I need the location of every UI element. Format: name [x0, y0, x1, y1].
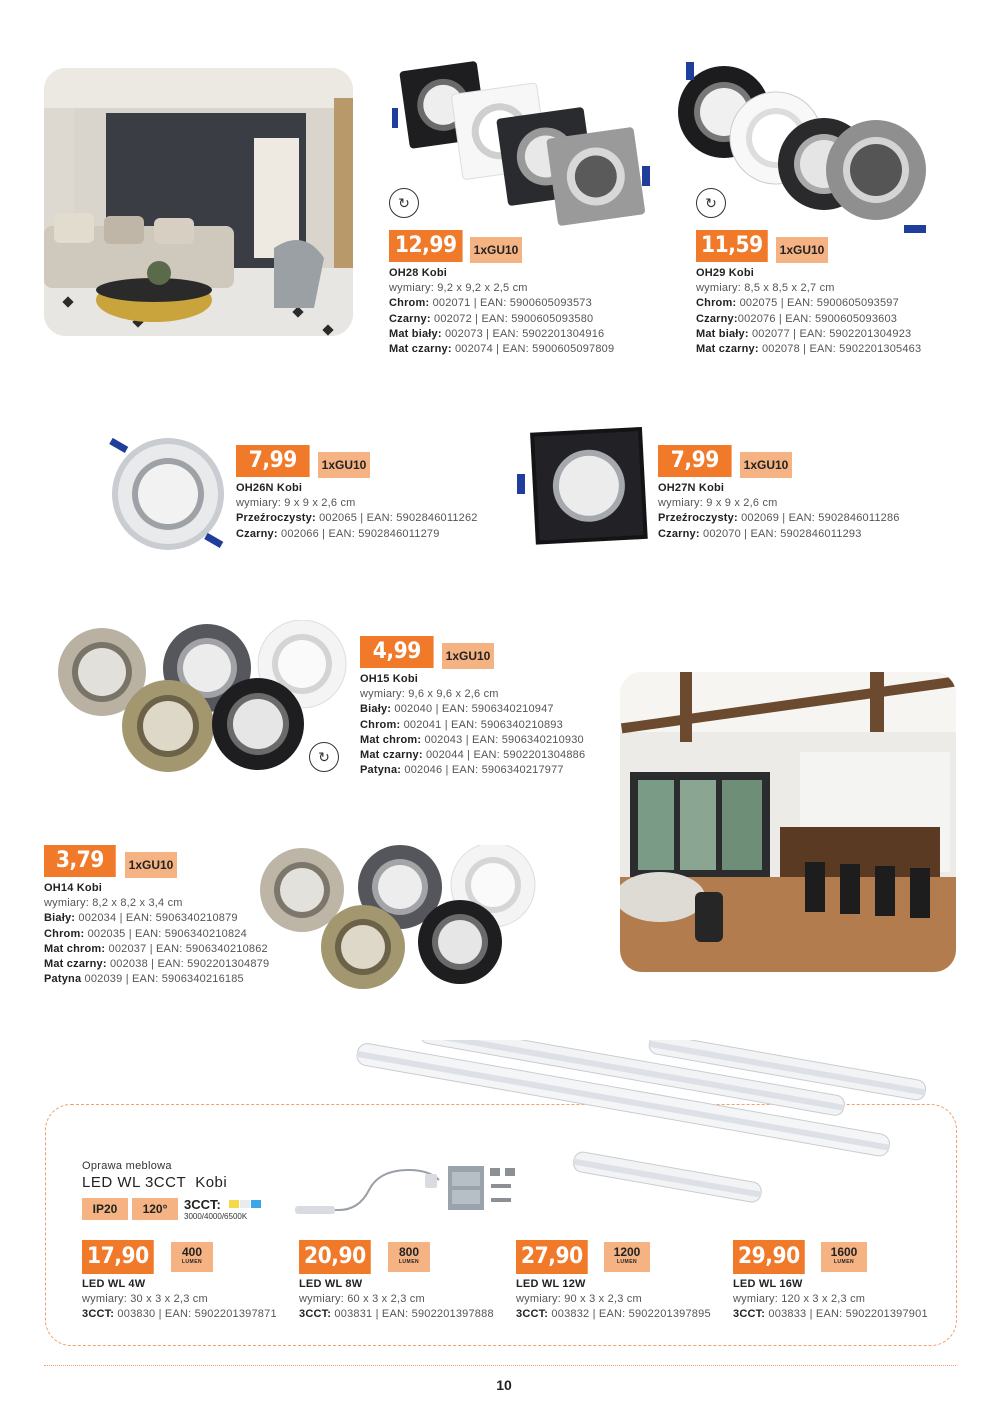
oh26n-product-image	[105, 432, 230, 557]
living-room-photo	[44, 68, 353, 336]
cct-color-swatches	[229, 1200, 261, 1208]
oh27n-product-image	[515, 426, 653, 551]
product-info	[236, 481, 506, 542]
product-name: OH29 Kobi	[696, 267, 755, 279]
led-subtitle: Oprawa meblowa	[82, 1160, 172, 1172]
lumen-badge: 1200 LUMEN	[604, 1242, 650, 1272]
variant-row: 3CCT: 003830 | EAN: 5902201397871	[82, 1308, 277, 1321]
variant-row: Patyna 002039 | EAN: 5906340216185	[44, 973, 244, 986]
variant-row: Czarny: 002072 | EAN: 5900605093580	[389, 312, 594, 325]
led-title: LED WL 3CCT Kobi	[82, 1174, 228, 1191]
price-tag: 27,90	[516, 1240, 588, 1274]
variant-row: Czarny:002076 | EAN: 5900605093603	[696, 312, 898, 325]
variant-row: Mat czarny: 002074 | EAN: 5900605097809	[389, 343, 615, 356]
variant-row: Biały: 002034 | EAN: 5906340210879	[44, 912, 238, 925]
variant-row: Chrom: 002075 | EAN: 5900605093597	[696, 297, 899, 310]
socket-badge: 1xGU10	[470, 237, 522, 263]
cool-swatch	[251, 1200, 261, 1208]
product-name: LED WL 8W	[299, 1278, 363, 1290]
neutral-swatch	[240, 1200, 250, 1208]
lumen-badge: 800 LUMEN	[388, 1242, 430, 1272]
adjustable-tilt-icon: ↻	[696, 188, 726, 218]
oh14-product-image	[255, 845, 545, 990]
product-dimensions: wymiary: 60 x 3 x 2,3 cm	[299, 1293, 425, 1306]
led-item-info	[299, 1277, 509, 1323]
oh28-product-image	[392, 58, 652, 238]
price-tag: 20,90	[299, 1240, 371, 1274]
product-dimensions: wymiary: 8,5 x 8,5 x 2,7 cm	[696, 282, 835, 295]
price-tag: 11,59	[696, 230, 768, 262]
product-dimensions: wymiary: 9,2 x 9,2 x 2,5 cm	[389, 282, 528, 295]
product-name: OH27N Kobi	[658, 482, 725, 494]
oh15-product-image	[44, 620, 354, 780]
led-item-info	[733, 1277, 948, 1323]
warm-swatch	[229, 1200, 239, 1208]
product-dimensions: wymiary: 120 x 3 x 2,3 cm	[733, 1293, 866, 1306]
price-tag: 29,90	[733, 1240, 805, 1274]
variant-row: Mat czarny: 002078 | EAN: 5902201305463	[696, 343, 922, 356]
beam-angle-badge: 120°	[132, 1198, 178, 1220]
product-name: OH14 Kobi	[44, 882, 103, 894]
variant-row: Czarny: 002070 | EAN: 5902846011293	[658, 527, 862, 540]
variant-row: Mat chrom: 002043 | EAN: 5906340210930	[360, 733, 584, 746]
cct-label: 3CCT:	[184, 1197, 221, 1212]
price-tag: 7,99	[658, 445, 732, 477]
product-info	[389, 266, 649, 357]
socket-badge: 1xGU10	[740, 452, 792, 478]
product-info	[360, 672, 620, 778]
lumen-badge: 1600 LUMEN	[821, 1242, 867, 1272]
footer-divider	[44, 1365, 956, 1366]
socket-badge: 1xGU10	[125, 852, 177, 878]
variant-row: Mat chrom: 002037 | EAN: 5906340210862	[44, 942, 268, 955]
socket-badge: 1xGU10	[318, 452, 370, 478]
variant-row: 3CCT: 003833 | EAN: 5902201397901	[733, 1308, 928, 1321]
product-dimensions: wymiary: 8,2 x 8,2 x 3,4 cm	[44, 897, 183, 910]
variant-row: Biały: 002040 | EAN: 5906340210947	[360, 703, 554, 716]
product-dimensions: wymiary: 90 x 3 x 2,3 cm	[516, 1293, 642, 1306]
variant-row: Mat czarny: 002044 | EAN: 5902201304886	[360, 749, 586, 762]
price-tag: 17,90	[82, 1240, 154, 1274]
adjustable-tilt-icon: ↻	[309, 742, 339, 772]
led-item-info	[516, 1277, 726, 1323]
socket-badge: 1xGU10	[442, 643, 494, 669]
product-name: LED WL 16W	[733, 1278, 803, 1290]
variant-row: 3CCT: 003831 | EAN: 5902201397888	[299, 1308, 494, 1321]
socket-badge: 1xGU10	[776, 237, 828, 263]
product-dimensions: wymiary: 9,6 x 9,6 x 2,6 cm	[360, 688, 499, 701]
kitchen-photo	[620, 672, 956, 972]
price-tag: 7,99	[236, 445, 310, 477]
variant-row: 3CCT: 003832 | EAN: 5902201397895	[516, 1308, 711, 1321]
price-tag: 4,99	[360, 636, 434, 668]
variant-row: Czarny: 002066 | EAN: 5902846011279	[236, 527, 440, 540]
product-info	[696, 266, 956, 357]
price-tag: 3,79	[44, 845, 116, 877]
cable-accessories-image	[295, 1158, 535, 1220]
variant-row: Mat czarny: 002038 | EAN: 5902201304879	[44, 958, 270, 971]
ip-rating-badge: IP20	[82, 1198, 128, 1220]
lumen-badge: 400 LUMEN	[171, 1242, 213, 1272]
page-number: 10	[496, 1377, 512, 1393]
product-name: OH15 Kobi	[360, 673, 419, 685]
product-info	[658, 481, 938, 542]
product-name: LED WL 4W	[82, 1278, 146, 1290]
variant-row: Chrom: 002041 | EAN: 5906340210893	[360, 718, 563, 731]
adjustable-tilt-icon: ↻	[389, 188, 419, 218]
product-name: OH28 Kobi	[389, 267, 448, 279]
variant-row: Przeźroczysty: 002065 | EAN: 5902846011262	[236, 512, 478, 525]
variant-row: Chrom: 002035 | EAN: 5906340210824	[44, 927, 247, 940]
led-item-info	[82, 1277, 292, 1323]
variant-row: Przeźroczysty: 002069 | EAN: 5902846011286	[658, 512, 900, 525]
variant-row: Chrom: 002071 | EAN: 5900605093573	[389, 297, 592, 310]
product-dimensions: wymiary: 9 x 9 x 2,6 cm	[658, 497, 778, 510]
price-tag: 12,99	[389, 230, 463, 262]
product-dimensions: wymiary: 30 x 3 x 2,3 cm	[82, 1293, 208, 1306]
variant-row: Patyna: 002046 | EAN: 5906340217977	[360, 764, 564, 777]
variant-row: Mat biały: 002077 | EAN: 5902201304923	[696, 327, 912, 340]
product-name: OH26N Kobi	[236, 482, 303, 494]
variant-row: Mat biały: 002073 | EAN: 5902201304916	[389, 327, 605, 340]
product-dimensions: wymiary: 9 x 9 x 2,6 cm	[236, 497, 356, 510]
cct-values: 3000/4000/6500K	[184, 1212, 248, 1221]
product-name: LED WL 12W	[516, 1278, 586, 1290]
